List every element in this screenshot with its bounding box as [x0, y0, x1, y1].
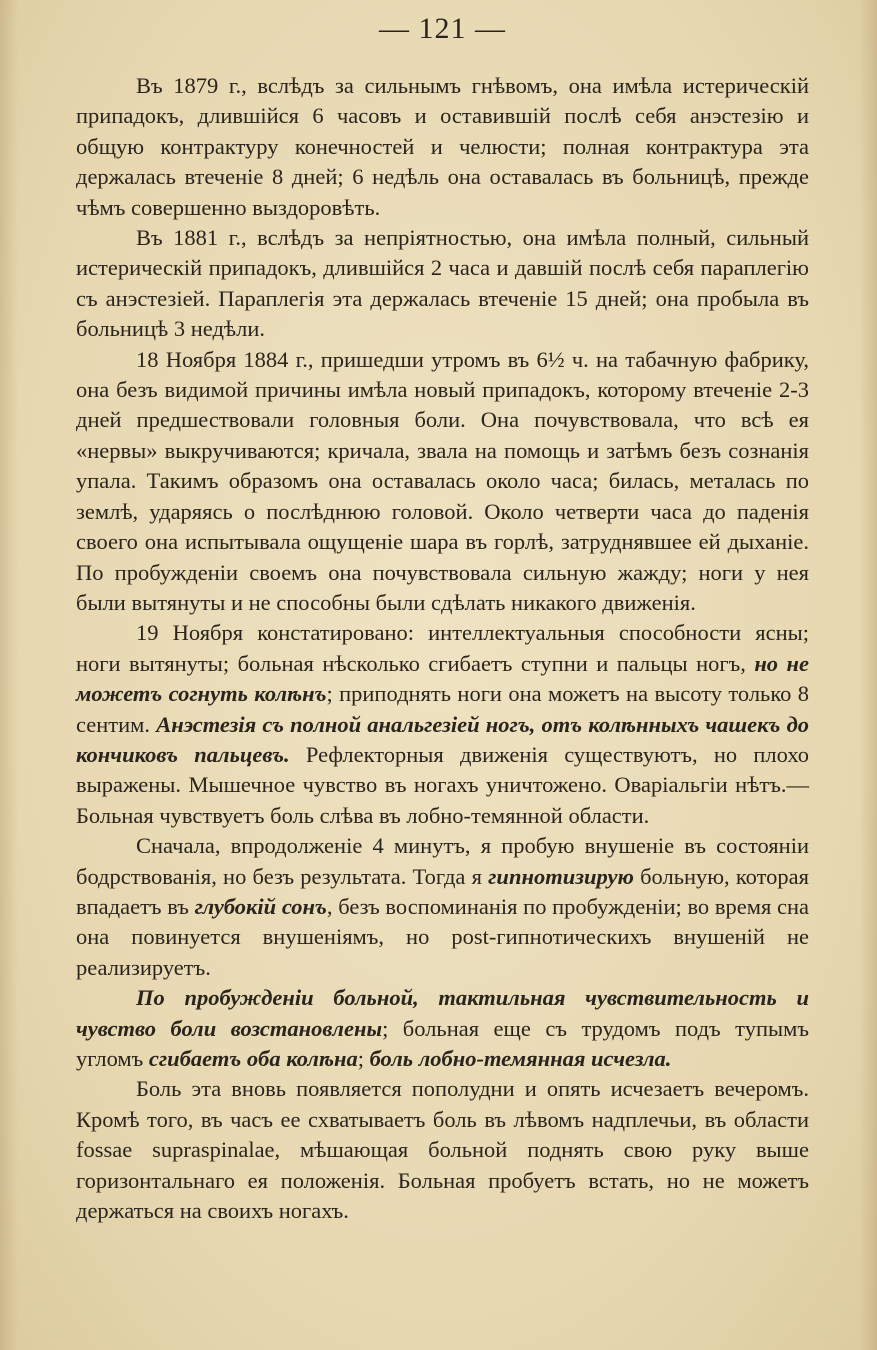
- text-run: больную, которая впадаетъ въ: [76, 863, 809, 919]
- text-run: Въ 1881 г., вслѣдъ за непріятностью, она имѣла полный, сильный истерическій припадокъ, длившійся 2 часа и давшій послѣ себя параплегію съ анэстезіей. Параплегія эта держалась втеченіе 15 дней; она пробыла въ больницѣ 3 недѣли.: [76, 225, 809, 342]
- text-run: , безъ воспоминанія по пробужденіи; во время сна она повинуется внушеніямъ, но post-гипнотическихъ внушеній не реализируетъ.: [76, 893, 809, 980]
- emphasized-text: По пробужденіи больной, тактильная чувствительность и чувство боли возстановлены: [76, 985, 809, 1041]
- emphasized-text: сгибаетъ оба колѣна: [148, 1046, 358, 1071]
- book-page: [76, 0, 809, 1350]
- emphasized-text: боль лобно-темянная исчезла.: [369, 1046, 672, 1071]
- emphasized-text: Анэстезія съ полной анальгезіей ногъ, отъ колѣнныхъ чашекъ до кончиковъ пальцевъ.: [76, 711, 809, 767]
- page-edge-right: [859, 0, 877, 1350]
- text-run: Рефлекторныя движенія существуютъ, но плохо выражены. Мышечное чувство въ ногахъ уничтожено. Оваріальгіи нѣтъ.—Больная чувствуетъ боль слѣва въ лобно-темянной области.: [76, 741, 809, 828]
- paragraph: [76, 345, 809, 619]
- emphasized-text: глубокій сонъ: [194, 893, 327, 919]
- paragraph: [76, 983, 809, 1074]
- text-run: Сначала, впродолженіе 4 минутъ, я пробую внушеніе въ состояніи бодрствованія, но безъ результата. Тогда я: [76, 833, 809, 889]
- text-run: ; приподнять ноги она можетъ на высоту только 8 сентим.: [76, 681, 810, 737]
- text-run: 18 Ноября 1884 г., пришедши утромъ въ 6½ ч. на табачную фабрику, она безъ видимой причины имѣла новый припадокъ, которому втеченіе 2-3 дней предшествовали головныя боли. Она почувствовала, что всѣ ея «нервы» выкручиваются; кричала, звала на помощь и затѣмъ безъ сознанія упала. Такимъ образомъ она оставалась около часа; билась, металась по землѣ, ударяясь о послѣднюю головой. Около четверти часа до паденія своего она испытывала ощущеніе шара въ горлѣ, затруднявшее ей дыханіе. По пробужденіи своемъ она почувствовала сильную жажду; ноги у нея были вытянуты и не способны были сдѣлать никакого движенія.: [76, 346, 809, 615]
- text-run: 19 Ноября констатировано: интеллектуальныя способности ясны; ноги вытянуты; больная нѣсколько сгибаетъ ступни и пальцы ногъ,: [76, 620, 809, 676]
- emphasized-text: гипнотизирую: [488, 863, 634, 889]
- body-text: [76, 71, 809, 1226]
- paragraph: [76, 831, 809, 983]
- text-run: Въ 1879 г., вслѣдъ за сильнымъ гнѣвомъ, она имѣла истерическій припадокъ, длившійся 6 часовъ и оставившій послѣ себя анэстезію и общую контрактуру конечностей и челюсти; полная контрактура эта держалась втеченіе 8 дней; 6 недѣль она оставалась въ больницѣ, прежде чѣмъ совершенно выздоровѣть.: [76, 73, 809, 220]
- paragraph: [76, 1074, 809, 1226]
- emphasized-text: но не можетъ согнуть колѣнъ: [76, 650, 809, 707]
- text-run: ; больная еще съ трудомъ подъ тупымъ угломъ: [76, 1015, 809, 1071]
- page-edge-left: [0, 0, 18, 1350]
- paragraph: [76, 223, 809, 345]
- paragraph: [76, 71, 809, 223]
- paragraph: [76, 618, 809, 831]
- page-number: — 121 —: [379, 12, 506, 45]
- text-run: Боль эта вновь появляется пополудни и опять исчезаетъ вечеромъ. Кромѣ того, въ часъ ее схватываетъ боль въ лѣвомъ надплечьи, въ области fossae supraspinalae, мѣшающая больной поднять свою руку выше горизонтальнаго ея положенія. Больная пробуетъ встать, но не можетъ держаться на своихъ ногахъ.: [76, 1076, 809, 1224]
- text-run: ;: [357, 1046, 370, 1071]
